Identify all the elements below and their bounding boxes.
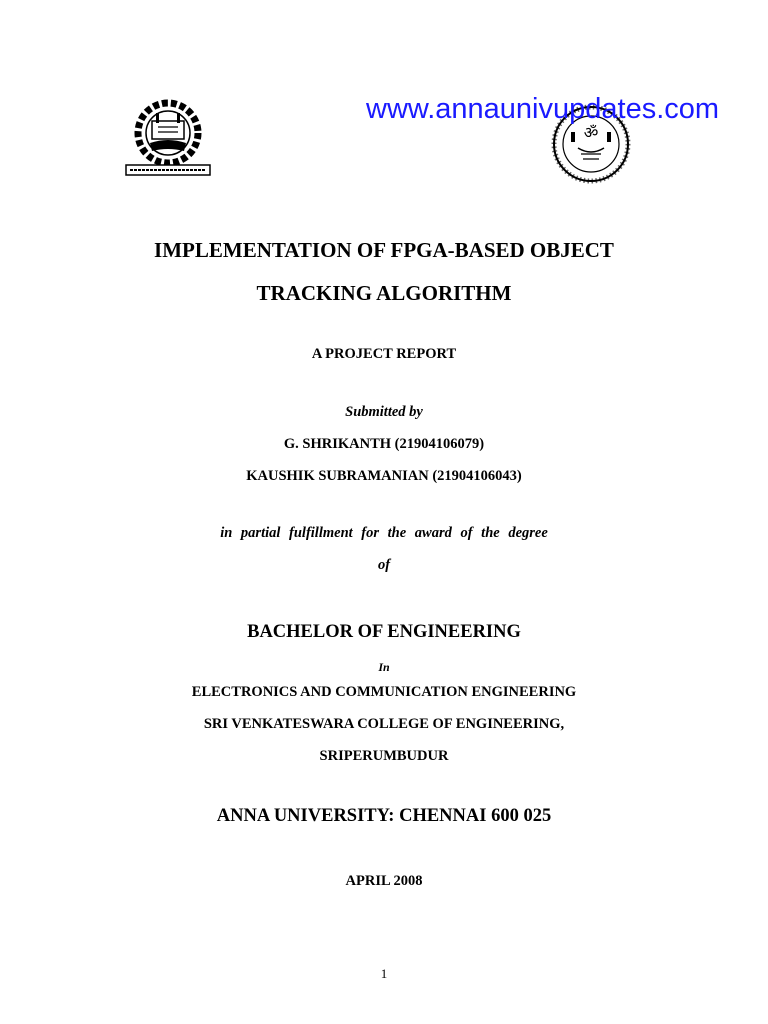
- university-emblem-icon: [122, 97, 214, 177]
- page-number: 1: [380, 966, 388, 981]
- fulfillment-line: in partial fulfillment for the award of the degree: [220, 525, 548, 541]
- author-2: KAUSHIK SUBRAMANIAN (21904106043): [246, 468, 522, 484]
- in-word: In: [378, 660, 390, 674]
- date: APRIL 2008: [345, 873, 423, 889]
- title-line-1: IMPLEMENTATION OF FPGA-BASED OBJECT: [154, 238, 614, 262]
- author-1: G. SHRIKANTH (21904106079): [283, 436, 485, 452]
- department: ELECTRONICS AND COMMUNICATION ENGINEERING: [191, 684, 577, 700]
- submitted-by: Submitted by: [345, 404, 423, 420]
- university: ANNA UNIVERSITY: CHENNAI 600 025: [216, 806, 552, 826]
- fulfillment-of: of: [377, 557, 391, 573]
- report-type: A PROJECT REPORT: [311, 346, 457, 362]
- title-line-2: TRACKING ALGORITHM: [256, 281, 512, 305]
- degree: BACHELOR OF ENGINEERING: [247, 622, 521, 642]
- watermark-url: www.annaunivupdates.com: [366, 93, 720, 125]
- location: SRIPERUMBUDUR: [319, 748, 449, 764]
- college: SRI VENKATESWARA COLLEGE OF ENGINEERING,: [203, 716, 565, 732]
- svg-text:ॐ: ॐ: [583, 123, 599, 142]
